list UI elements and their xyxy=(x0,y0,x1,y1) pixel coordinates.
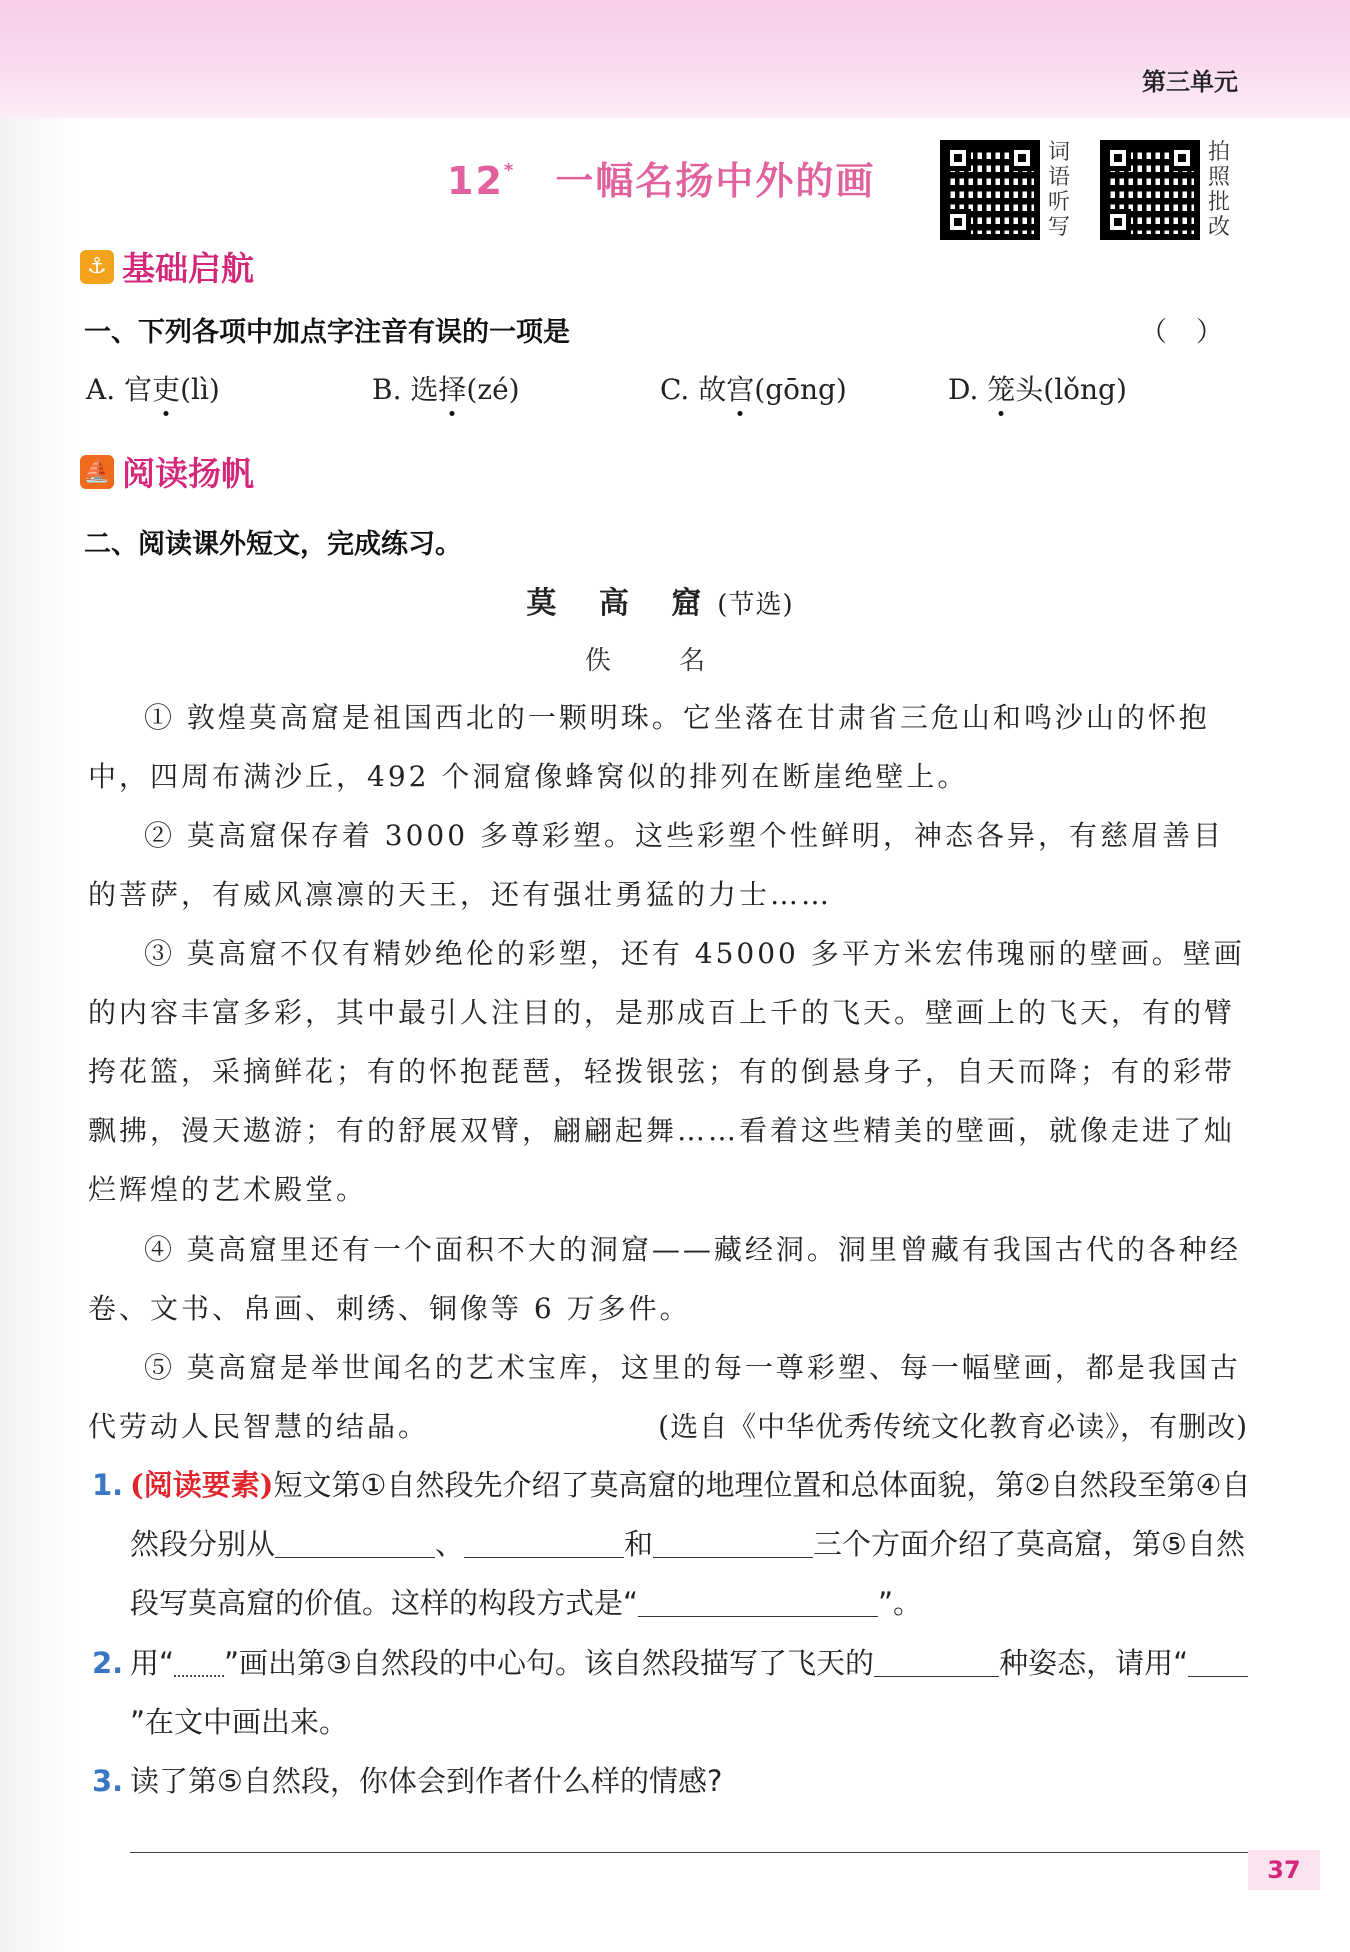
section-title-basic: 基础启航 xyxy=(122,249,254,288)
section-heading-basic xyxy=(80,243,254,290)
exercise-2: 2. 用“ ”画出第③自然段的中心句。该自然段描写了飞天的 种姿态，请用“”在文中画出来。 xyxy=(92,1634,1257,1752)
blank-1a[interactable] xyxy=(275,1525,435,1558)
anchor-icon: ⚓ xyxy=(80,250,114,284)
header-band xyxy=(0,0,1350,118)
article-paragraph-2: ② 莫高窟保存着 3000 多尊彩塑。这些彩塑个性鲜明，神态各异，有慈眉善目的菩萨，有威风凛凛的天王，还有强壮勇猛的力士…… xyxy=(88,819,1224,911)
answer-line[interactable] xyxy=(130,1852,1248,1853)
qr-label-dictation: 词语听写 xyxy=(1048,140,1071,240)
article-paragraph-4: ④ 莫高窟里还有一个面积不大的洞窟——藏经洞。洞里曾藏有我国古代的各种经卷、文书、帛画、刺绣、铜像等 6 万多件。 xyxy=(88,1233,1241,1325)
question-2-heading: 二、阅读课外短文，完成练习。 xyxy=(84,529,462,560)
question-1-heading: 一、下列各项中加点字注音有误的一项是 xyxy=(84,317,570,348)
option-c[interactable]: C. 故宫(gōng) xyxy=(660,373,847,406)
option-b[interactable]: B. 选择(zé) xyxy=(372,373,520,406)
blank-1c[interactable] xyxy=(653,1525,813,1558)
blank-2a[interactable] xyxy=(874,1644,999,1677)
page-spine-shadow xyxy=(0,118,78,1952)
exercise-1: 1. (阅读要素)短文第①自然段先介绍了莫高窟的地理位置和总体面貌，第②自然段至第④自然段分别从 、 和 三个方面介绍了莫高窟，第⑤自然段写莫高窟的价值。这样的构段方式是“ ”。 xyxy=(92,1468,1251,1620)
article-title-note: (节选) xyxy=(717,590,794,620)
wavy-line-mark xyxy=(174,1645,224,1677)
qr-code-grading-icon[interactable] xyxy=(1100,140,1200,240)
page-number: 37 xyxy=(1248,1850,1320,1890)
reading-element-tag: (阅读要素) xyxy=(130,1468,274,1502)
section-title-reading: 阅读扬帆 xyxy=(122,454,254,493)
lesson-number: 12* xyxy=(447,159,516,203)
qr-label-grading: 拍照批改 xyxy=(1208,140,1231,240)
exercise-3: 3. 读了第⑤自然段，你体会到作者什么样的情感? xyxy=(92,1764,723,1798)
lesson-title xyxy=(447,150,875,205)
article-title: 莫 高 窟(节选) xyxy=(526,586,794,621)
blank-1b[interactable] xyxy=(464,1525,624,1558)
sail-icon: ⛵ xyxy=(80,455,114,489)
article-source: (选自《中华优秀传统文化教育必读》，有删改) xyxy=(658,1410,1248,1443)
answer-parentheses[interactable]: （ ） xyxy=(1140,317,1223,348)
article-paragraph-5: ⑤ 莫高窟是举世闻名的艺术宝库，这里的每一尊彩塑、每一幅壁画，都是我国古代劳动人民智慧的结晶。 (选自《中华优秀传统文化教育必读》，有删改) xyxy=(88,1338,1248,1456)
option-d[interactable]: D. 笼头(lǒng) xyxy=(948,373,1127,406)
article-paragraph-1: ① 敦煌莫高窟是祖国西北的一颗明珠。它坐落在甘肃省三危山和鸣沙山的怀抱中，四周布满沙丘，492 个洞窟像蜂窝似的排列在断崖绝壁上。 xyxy=(88,701,1210,793)
unit-label: 第三单元 xyxy=(1142,69,1238,96)
option-a[interactable]: A. 官吏(lì) xyxy=(86,373,220,406)
qr-code-dictation-icon[interactable] xyxy=(940,140,1040,240)
article-paragraph-3: ③ 莫高窟不仅有精妙绝伦的彩塑，还有 45000 多平方米宏伟瑰丽的壁画。壁画的内容丰富多彩，其中最引人注目的，是那成百上千的飞天。壁画上的飞天，有的臂挎花篮，采摘鲜花；有的怀抱琵琶，轻拨银弦；有的倒悬身子，自天而降；有的彩带飘拂，漫天遨游；有的舒展双臂，翩翩起舞……看着这些精美的壁画，就像走进了灿烂辉煌的艺术殿堂。 xyxy=(88,937,1245,1206)
section-heading-reading xyxy=(80,448,254,495)
straight-line-mark xyxy=(1188,1644,1248,1677)
blank-1d[interactable] xyxy=(638,1584,878,1617)
article-author: 佚 名 xyxy=(584,646,736,676)
lesson-title-text: 一幅名扬中外的画 xyxy=(555,159,876,203)
